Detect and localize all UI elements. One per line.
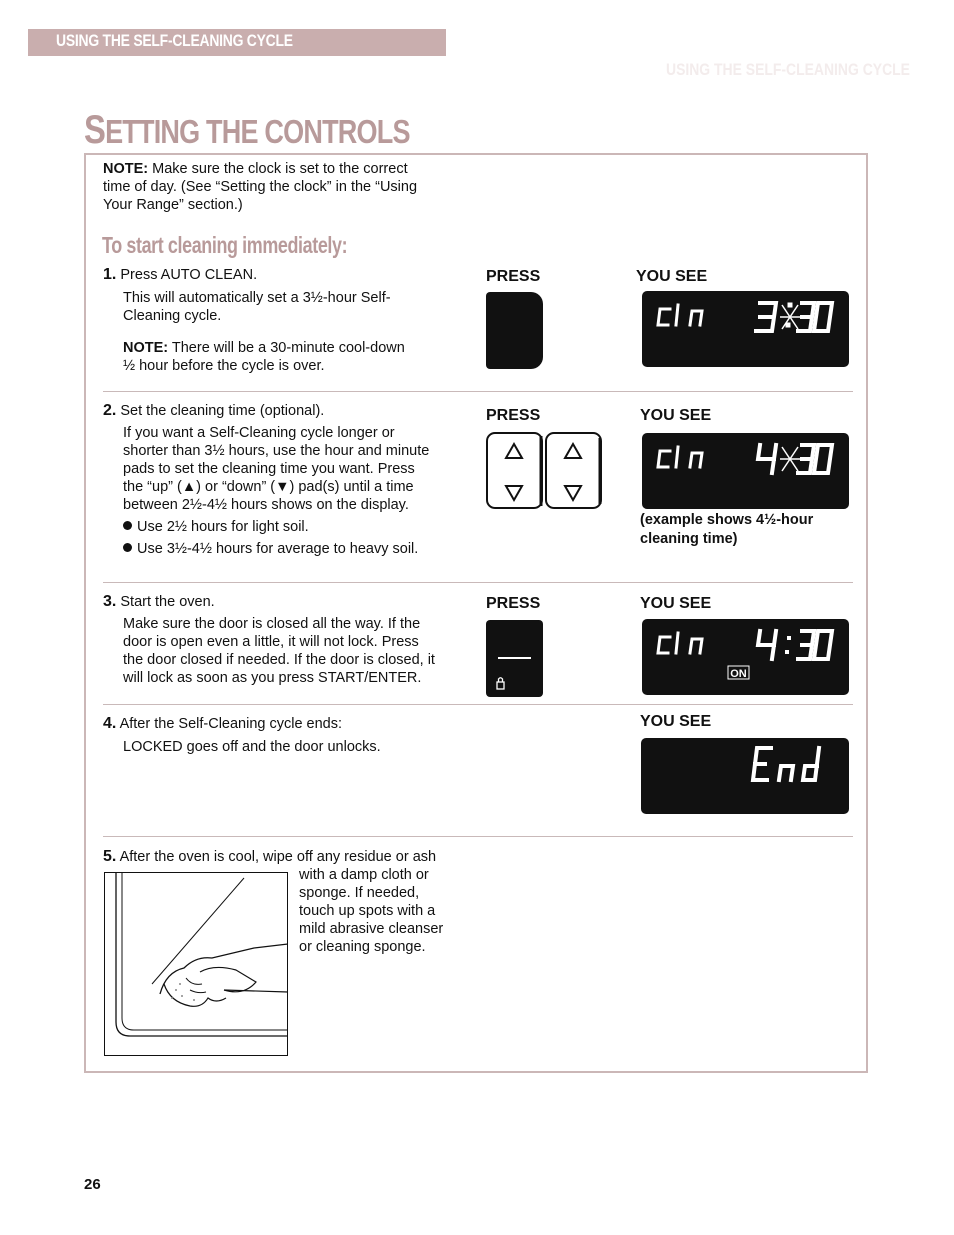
step-3-line-2: door is open even a little, it will not lock. Press <box>123 634 419 650</box>
press-label-1: PRESS <box>486 268 541 285</box>
step-4-title: After the Self-Cleaning cycle ends: <box>119 716 343 732</box>
bullet-icon <box>123 543 132 552</box>
lock-icon <box>497 678 504 689</box>
section-header: USING THE SELF-CLEANING CYCLE <box>56 31 293 50</box>
press-label-2: PRESS <box>486 407 541 424</box>
step-1-line-2: Cleaning cycle. <box>123 308 222 324</box>
page-number: 26 <box>84 1176 101 1193</box>
display-step-2 <box>642 433 849 509</box>
display-readout-end <box>641 738 849 814</box>
step-1-number: 1. <box>103 266 117 283</box>
step-2-line-3: pads to set the cleaning time you want. Press <box>123 461 415 477</box>
you-see-label-4: YOU SEE <box>640 713 712 730</box>
page-title <box>84 108 410 153</box>
note-label: NOTE: <box>103 161 149 177</box>
note-text-1: Make sure the clock is set to the correct <box>148 161 408 177</box>
bullet-icon <box>123 521 132 530</box>
display-step-3 <box>642 619 849 695</box>
step-3-line-1: Make sure the door is closed all the way. If the <box>123 616 421 632</box>
step-3-line-4: will lock as soon as you press START/ENTER. <box>123 670 422 686</box>
divider-1 <box>103 391 853 392</box>
display-readout-cln-430 <box>642 433 849 509</box>
on-badge: ON <box>730 668 747 680</box>
step-5-line-4: mild abrasive cleanser <box>299 921 444 937</box>
ghost-header: USING THE SELF-CLEANING CYCLE <box>666 60 910 79</box>
display-step-1 <box>642 291 849 367</box>
title-rest: ETTING THE CONTROLS <box>105 113 410 150</box>
step-4-number: 4. <box>103 715 117 732</box>
step-5-line-3: touch up spots with a <box>299 903 436 919</box>
subheading: To start cleaning immediately: <box>102 232 348 258</box>
step-2 <box>103 402 478 558</box>
note-text-3: Your Range” section.) <box>103 197 243 213</box>
step-5 <box>103 848 483 866</box>
divider-3 <box>103 704 853 705</box>
top-note <box>103 160 483 214</box>
divider-4 <box>103 836 853 837</box>
divider-2 <box>103 582 853 583</box>
step-3-line-3: the door closed if needed. If the door is closed, it <box>123 652 435 668</box>
step-3 <box>103 593 478 687</box>
step-5-body <box>299 866 479 956</box>
step-2-number: 2. <box>103 402 117 419</box>
step-3-title: Start the oven. <box>120 594 215 610</box>
hour-minute-pads <box>486 432 604 510</box>
step-4 <box>103 715 478 756</box>
start-enter-button[interactable] <box>486 620 543 697</box>
wiping-hand-illustration <box>104 872 288 1056</box>
caption-line-1: (example shows 4½-hour <box>640 512 814 528</box>
step-1-note-2: ½ hour before the cycle is over. <box>123 358 325 374</box>
step-1-title: Press AUTO CLEAN. <box>120 267 258 283</box>
step-5-title: After the oven is cool, wipe off any residue or ash <box>119 849 437 865</box>
step-2-caption <box>640 511 813 549</box>
step-1 <box>103 266 473 375</box>
step-2-bullet-2: Use 3½-4½ hours for average to heavy soil. <box>137 541 419 557</box>
title-initial: S <box>84 108 106 152</box>
step-5-line-2: sponge. If needed, <box>299 885 420 901</box>
display-readout-cln-330 <box>642 291 849 367</box>
step-2-line-1: If you want a Self-Cleaning cycle longer or <box>123 425 395 441</box>
auto-clean-button[interactable] <box>486 292 543 369</box>
step-2-line-5: between 2½-4½ hours shows on the display. <box>123 497 409 513</box>
step-1-note-label: NOTE: <box>123 340 169 356</box>
note-text-2: time of day. (See “Setting the clock” in the “Using <box>103 179 418 195</box>
press-label-3: PRESS <box>486 595 541 612</box>
display-step-4 <box>641 738 849 814</box>
step-5-line-5: or cleaning sponge. <box>299 939 426 955</box>
you-see-label-2: YOU SEE <box>640 407 712 424</box>
step-2-line-2: shorter than 3½ hours, use the hour and minute <box>123 443 430 459</box>
step-2-bullet-1: Use 2½ hours for light soil. <box>137 519 309 535</box>
step-1-note-1: There will be a 30-minute cool-down <box>168 340 405 356</box>
display-readout-cln-430-on <box>642 619 849 695</box>
step-2-line-4: the “up” (▲) or “down” (▼) pad(s) until a time <box>123 479 414 495</box>
step-1-line-1: This will automatically set a 3½-hour Self- <box>123 290 391 306</box>
step-5-number: 5. <box>103 848 117 865</box>
step-3-number: 3. <box>103 593 117 610</box>
step-5-line-1: with a damp cloth or <box>299 867 429 883</box>
you-see-label-3: YOU SEE <box>640 595 712 612</box>
caption-line-2: cleaning time) <box>640 531 738 547</box>
step-4-line-1: LOCKED goes off and the door unlocks. <box>123 739 381 755</box>
step-2-title: Set the cleaning time (optional). <box>120 403 325 419</box>
you-see-label-1: YOU SEE <box>636 268 708 285</box>
